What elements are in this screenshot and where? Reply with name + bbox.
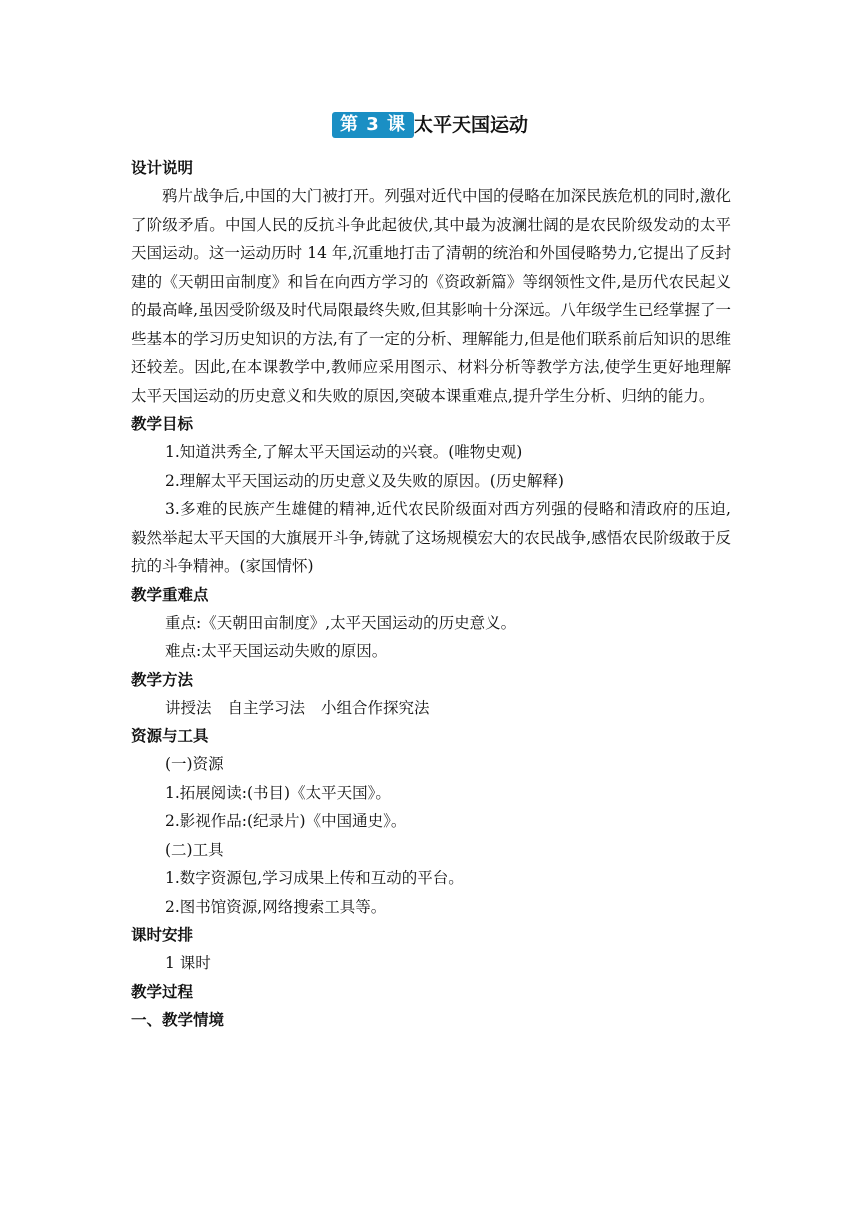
tool-item-1: 1.数字资源包,学习成果上传和互动的平台。 (165, 869, 464, 887)
heading-schedule: 课时安排 (131, 926, 194, 944)
method-item: 自主学习法 (227, 698, 306, 717)
heading-methods: 教学方法 (131, 670, 194, 689)
method-item: 小组合作探究法 (321, 698, 430, 717)
process-subheading: 一、教学情境 (131, 1010, 225, 1029)
method-item: 讲授法 (165, 698, 212, 717)
lesson-title-row (0, 110, 860, 140)
lesson-number-badge: 第 3 课 (332, 112, 414, 138)
heading-goals: 教学目标 (131, 415, 194, 433)
lesson-title: 太平天国运动 (414, 114, 529, 136)
keypoint-difficulty: 难点:太平天国运动失败的原因。 (165, 642, 388, 660)
document-body (131, 154, 731, 1034)
resource-item-2: 2.影视作品:(纪录片)《中国通史》。 (165, 812, 407, 830)
goal-item-3: 3.多难的民族产生雄健的精神,近代农民阶级面对西方列强的侵略和清政府的压迫,毅然举起太平天国的大旗展开斗争,铸就了这场规模宏大的农民战争,感悟农民阶级敢于反抗的斗争精神。(家国情怀) (131, 500, 731, 575)
heading-design: 设计说明 (131, 159, 194, 177)
schedule-value: 1 课时 (165, 954, 211, 972)
heading-resources: 资源与工具 (131, 727, 209, 745)
resources-subheading: (一)资源 (165, 755, 224, 773)
goal-item-2: 2.理解太平天国运动的历史意义及失败的原因。(历史解释) (165, 471, 564, 490)
goal-item-1: 1.知道洪秀全,了解太平天国运动的兴衰。(唯物史观) (165, 443, 523, 461)
keypoint-focus: 重点:《天朝田亩制度》,太平天国运动的历史意义。 (165, 613, 517, 632)
heading-process: 教学过程 (131, 982, 194, 1001)
tools-subheading: (二)工具 (165, 840, 224, 859)
resource-item-1: 1.拓展阅读:(书目)《太平天国》。 (165, 783, 391, 802)
design-paragraph: 鸦片战争后,中国的大门被打开。列强对近代中国的侵略在加深民族危机的同时,激化了阶级矛盾。中国人民的反抗斗争此起彼伏,其中最为波澜壮阔的是农民阶级发动的太平天国运动。这一运动历时 14 年,沉重地打击了清朝的统治和外国侵略势力,它提出了反封建的《天朝田亩制度》和旨在向西方学习的《资政新篇》等纲领性文件,是历代农民起义的最高峰,虽因受阶级及时代局限最终失败,但其影响十分深远。八年级学生已经掌握了一些基本的学习历史知识的方法,有了一定的分析、理解能力,但是他们联系前后知识的思维还较差。因此,在本课教学中,教师应采用图示、材料分析等教学方法,使学生更好地理解太平天国运动的历史意义和失败的原因,突破本课重难点,提升学生分析、归纳的能力。 (131, 187, 731, 405)
tool-item-2: 2.图书馆资源,网络搜索工具等。 (165, 897, 387, 916)
methods-list (131, 694, 731, 723)
heading-keypoints: 教学重难点 (131, 585, 209, 604)
